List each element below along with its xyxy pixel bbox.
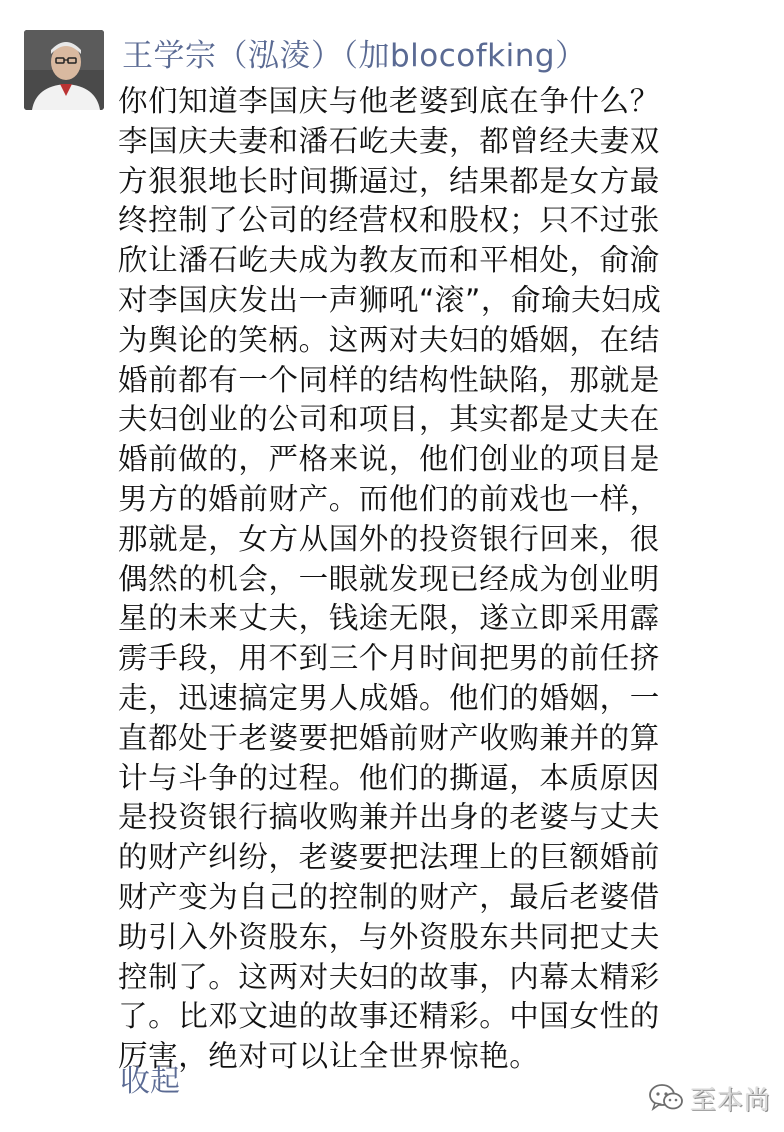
post-line: 欣让潘石屹夫成为教友而和平相处，俞渝 xyxy=(118,243,660,278)
post-line: 偶然的机会，一眼就发现已经成为创业明 xyxy=(118,561,660,596)
post-line: 方狠狠地长时间撕逼过，结果都是女方最 xyxy=(118,163,660,198)
post-line: 直都处于老婆要把婚前财产收购兼并的算 xyxy=(118,720,660,755)
author-name[interactable]: 王学宗（泓淩）（加blocofking） xyxy=(122,38,587,74)
post-line: 那就是，女方从国外的投资银行回来，很 xyxy=(118,521,660,556)
post-line: 的财产纠纷，老婆要把法理上的巨额婚前 xyxy=(118,840,660,875)
post-line: 对李国庆发出一声狮吼“滚”，俞瑜夫妇成 xyxy=(118,282,662,317)
post-line: 星的未来丈夫，钱途无限，遂立即采用霹 xyxy=(118,601,660,636)
collapse-button[interactable]: 收起 xyxy=(120,1064,180,1099)
post-line: 婚前都有一个同样的结构性缺陷，那就是 xyxy=(118,362,660,397)
post-line: 助引入外资股东，与外资股东共同把丈夫 xyxy=(118,919,660,954)
post-line: 夫妇创业的公司和项目，其实都是丈夫在 xyxy=(118,402,660,437)
post-line: 了。比邓文迪的故事还精彩。中国女性的 xyxy=(118,999,660,1034)
post-line: 财产变为自己的控制的财产，最后老婆借 xyxy=(118,879,660,914)
post-line: 你们知道李国庆与他老婆到底在争什么？ xyxy=(118,84,660,118)
post-line: 计与斗争的过程。他们的撕逼，本质原因 xyxy=(118,760,660,795)
post-line: 为舆论的笑柄。这两对夫妇的婚姻，在结 xyxy=(118,322,660,357)
watermark xyxy=(648,1078,771,1118)
post-content xyxy=(118,82,738,1077)
wechat-icon xyxy=(648,1083,684,1113)
post-line: 厉害，绝对可以让全世界惊艳。 xyxy=(118,1039,540,1074)
post-line: 走，迅速搞定男人成婚。他们的婚姻，一 xyxy=(118,680,660,715)
post-line: 男方的婚前财产。而他们的前戏也一样， xyxy=(118,481,660,516)
watermark-text: 至本尚 xyxy=(690,1085,772,1116)
person-photo-icon xyxy=(24,30,104,110)
post-line: 是投资银行搞收购兼并出身的老婆与丈夫 xyxy=(118,800,660,835)
post-line: 雳手段，用不到三个月时间把男的前任挤 xyxy=(118,641,660,676)
post-line: 婚前做的，严格来说，他们创业的项目是 xyxy=(118,442,660,477)
avatar[interactable] xyxy=(24,30,104,110)
post-line: 李国庆夫妻和潘石屹夫妻，都曾经夫妻双 xyxy=(118,123,660,158)
post-line: 终控制了公司的经营权和股权；只不过张 xyxy=(118,203,660,238)
post-line: 控制了。这两对夫妇的故事，内幕太精彩 xyxy=(118,959,660,994)
